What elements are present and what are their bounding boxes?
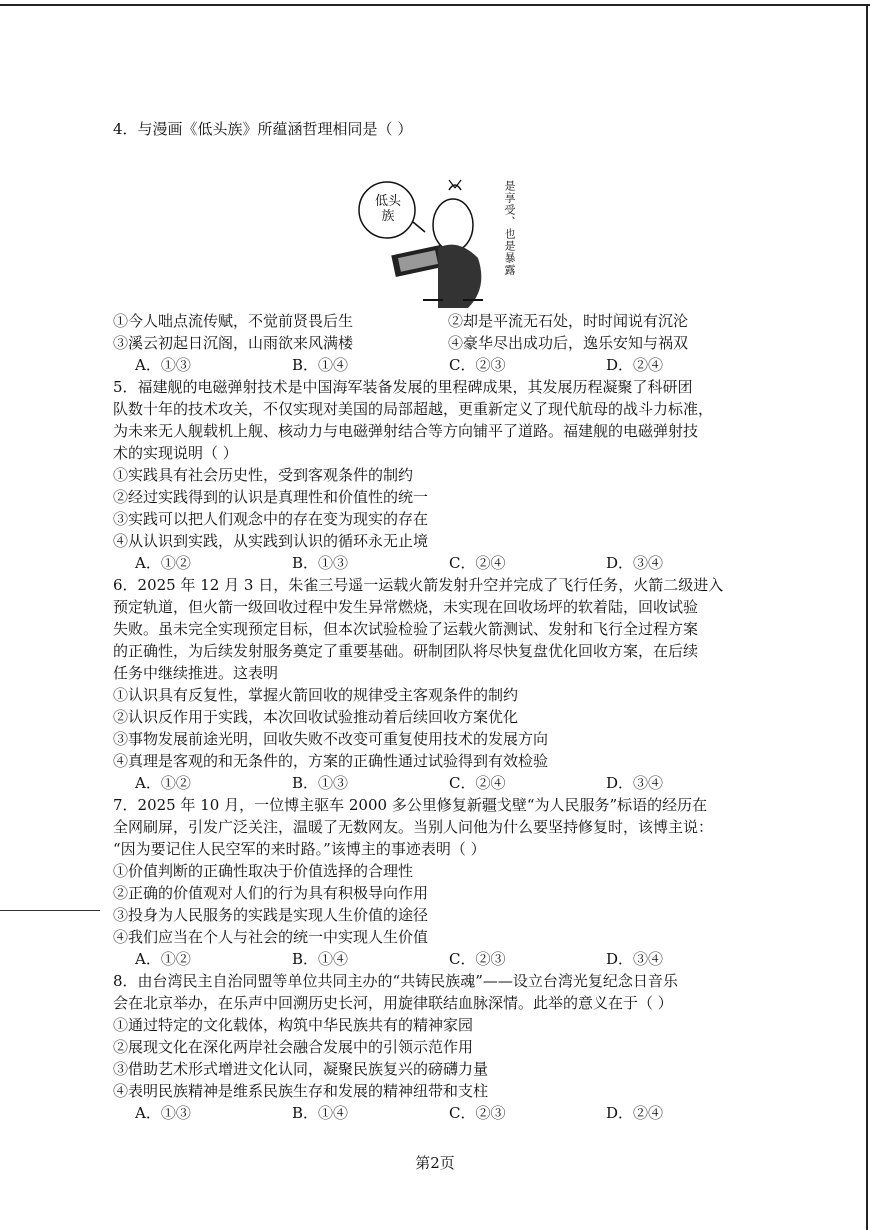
q7-stem-line3: “因为要记住人民空军的来时路。”该博主的事迹表明（ ） — [113, 840, 486, 858]
q8-choice-d: D．②④ — [606, 1104, 664, 1122]
q4-choice-d: D．②④ — [606, 356, 664, 374]
q8-stem-line1: 8．由台湾民主自治同盟等单位共同主办的“共铸民族魂”——设立台湾光复纪念日音乐 — [113, 972, 678, 990]
q5-item-2: ②经过实践得到的认识是真理性和价值性的统一 — [113, 488, 429, 506]
q4-choice-a: A．①③ — [135, 356, 191, 374]
q8-item-4: ④表明民族精神是维系民族生存和发展的精神纽带和支柱 — [113, 1082, 489, 1100]
q8-choice-a: A．①③ — [135, 1104, 191, 1122]
cartoon-bubble-text: 低头族 — [375, 194, 402, 224]
q8-choice-c: C．②③ — [449, 1104, 506, 1122]
q6-stem-line1: 6．2025 年 12 月 3 日，朱雀三号遥一运载火箭发射升空并完成了飞行任务，火箭二级进入 — [113, 576, 724, 594]
q8-item-2: ②展现文化在深化两岸社会融合发展中的引领示范作用 — [113, 1038, 474, 1056]
q5-choice-c: C．②④ — [449, 554, 506, 572]
q7-choice-a: A．①② — [135, 950, 191, 968]
q5-stem-line4: 术的实现说明（ ） — [113, 444, 238, 462]
q4-items-row1 — [113, 310, 763, 332]
q6-choices — [113, 772, 763, 794]
q6-item-2: ②认识反作用于实践，本次回收试验推动着后续回收方案优化 — [113, 708, 519, 726]
q5-item-3: ③实践可以把人们观念中的存在变为现实的存在 — [113, 510, 429, 528]
q5-choice-a: A．①② — [135, 554, 191, 572]
q7-choice-b: B．①④ — [292, 950, 349, 968]
q6-choice-d: D．③④ — [606, 774, 664, 792]
q4-stem: 4．与漫画《低头族》所蕴涵哲理相同是（ ） — [113, 120, 413, 138]
q6-stem-line2: 预定轨道，但火箭一级回收过程中发生异常燃烧，未实现在回收场坪的软着陆，回收试验 — [113, 598, 699, 616]
page-border-top — [0, 4, 870, 6]
q6-stem-line3: 失败。虽未完全实现预定目标，但本次试验检验了运载火箭测试、发射和飞行全过程方案 — [113, 620, 699, 638]
page-border-right — [866, 4, 868, 1230]
q7-item-1: ①价值判断的正确性取决于价值选择的合理性 — [113, 862, 414, 880]
q6-choice-b: B．①③ — [292, 774, 349, 792]
q5-item-4: ④从认识到实践，从实践到认识的循环永无止境 — [113, 532, 429, 550]
q7-item-3: ③投身为人民服务的实践是实现人生价值的途径 — [113, 906, 429, 924]
q6-choice-a: A．①② — [135, 774, 191, 792]
q6-item-4: ④真理是客观的和无条件的，方案的正确性通过试验得到有效检验 — [113, 752, 549, 770]
q5-choices — [113, 552, 763, 574]
q8-stem-line2: 会在北京举办，在乐声中回溯历史长河，用旋律联结血脉深情。此举的意义在于（ ） — [113, 994, 673, 1012]
q5-stem-line3: 为未来无人舰载机上舰、核动力与电磁弹射结合等方向铺平了道路。福建舰的电磁弹射技 — [113, 422, 699, 440]
q8-choice-b: B．①④ — [292, 1104, 349, 1122]
cartoon-low-head-tribe — [353, 140, 533, 310]
q6-stem-line5: 任务中继续推进。这表明 — [113, 664, 279, 682]
q7-choices — [113, 948, 763, 970]
q7-stem-line1: 7．2025 年 10 月，一位博主驱车 2000 多公里修复新疆戈壁“为人民服务”标语的经历在 — [113, 796, 708, 814]
q4-item-3: ③溪云初起日沉阁，山雨欲来风满楼 — [113, 334, 354, 352]
q8-item-1: ①通过特定的文化载体，构筑中华民族共有的精神家园 — [113, 1016, 474, 1034]
q4-items-row2 — [113, 332, 763, 354]
q6-choice-c: C．②④ — [449, 774, 506, 792]
exam-page — [113, 118, 763, 1124]
q6-item-1: ①认识具有反复性，掌握火箭回收的规律受主客观条件的制约 — [113, 686, 519, 704]
q7-stem-line2: 全网刷屏，引发广泛关注，温暖了无数网友。当别人问他为什么要坚持修复时，该博主说： — [113, 818, 714, 836]
q5-stem-line1: 5．福建舰的电磁弹射技术是中国海军装备发展的里程碑成果，其发展历程凝聚了科研团 — [113, 378, 693, 396]
cartoon-caption: 是享受、也是暴露 — [503, 180, 516, 276]
q4-choice-c: C．②③ — [449, 356, 506, 374]
q8-choices — [113, 1102, 763, 1124]
q5-item-1: ①实践具有社会历史性，受到客观条件的制约 — [113, 466, 414, 484]
q4-choices — [113, 354, 763, 376]
q6-stem-line4: 的正确性，为后续发射服务奠定了重要基础。研制团队将尽快复盘优化回收方案，在后续 — [113, 642, 699, 660]
q6-item-3: ③事物发展前途光明，回收失败不改变可重复使用技术的发展方向 — [113, 730, 549, 748]
q7-choice-c: C．②③ — [449, 950, 506, 968]
page-number: 第2页 — [415, 1154, 455, 1172]
q5-stem-line2: 队数十年的技术攻关，不仅实现对美国的局部超越，更重新定义了现代航母的战斗力标准， — [113, 400, 714, 418]
q7-item-2: ②正确的价值观对人们的行为具有积极导向作用 — [113, 884, 429, 902]
q4-choice-b: B．①④ — [292, 356, 349, 374]
q5-choice-d: D．③④ — [606, 554, 664, 572]
q4-item-4: ④豪华尽出成功后，逸乐安知与祸双 — [448, 334, 689, 352]
q5-choice-b: B．①③ — [292, 554, 349, 572]
q4-item-1: ①今人咄点流传赋，不觉前贤畏后生 — [113, 312, 354, 330]
q8-item-3: ③借助艺术形式增进文化认同，凝聚民族复兴的磅礴力量 — [113, 1060, 489, 1078]
scan-mark-line — [0, 910, 100, 911]
q4-item-2: ②却是平流无石处，时时闻说有沉沦 — [448, 312, 689, 330]
q7-choice-d: D．③④ — [606, 950, 664, 968]
q7-item-4: ④我们应当在个人与社会的统一中实现人生价值 — [113, 928, 429, 946]
